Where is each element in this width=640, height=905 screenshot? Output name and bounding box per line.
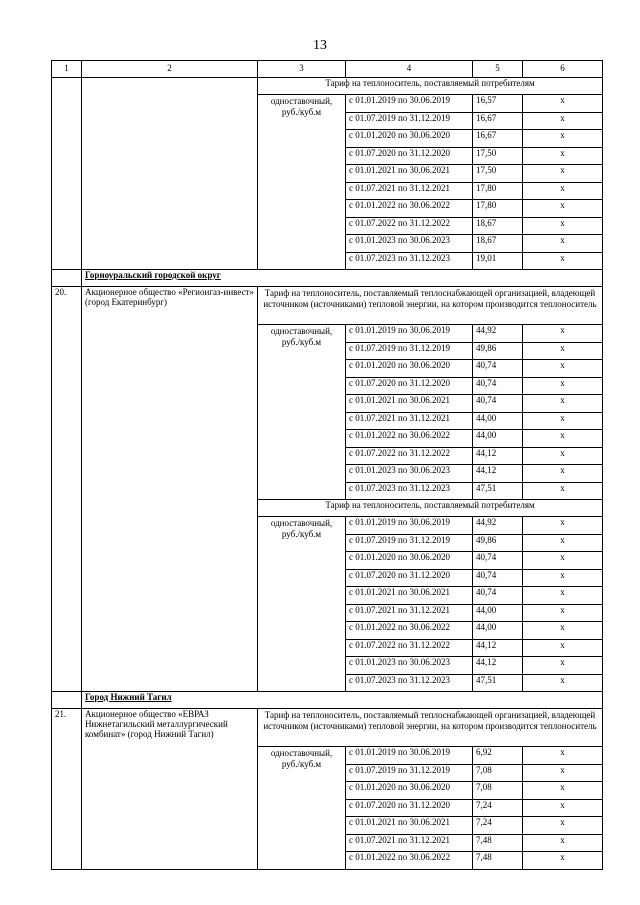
x-cell: x xyxy=(523,747,603,765)
x-cell: x xyxy=(523,395,603,413)
period-cell: с 01.01.2021 по 30.06.2021 xyxy=(346,587,473,605)
x-cell: x xyxy=(523,657,603,675)
value-cell: 40,74 xyxy=(473,552,523,570)
value-cell: 17,80 xyxy=(473,182,523,200)
period-cell: с 01.07.2022 по 31.12.2022 xyxy=(346,639,473,657)
value-cell: 16,67 xyxy=(473,130,523,148)
period-cell: с 01.01.2020 по 30.06.2020 xyxy=(346,360,473,378)
period-cell: с 01.01.2021 по 30.06.2021 xyxy=(346,165,473,183)
tariff-title: Тариф на теплоноситель, поставляемый теплоснабжающей организацией, владеющей источником (источниками) тепловой энергии, на котором производится теплоноситель xyxy=(258,287,603,325)
period-cell: с 01.01.2023 по 30.06.2023 xyxy=(346,657,473,675)
value-cell: 47,51 xyxy=(473,674,523,692)
value-cell: 44,00 xyxy=(473,622,523,640)
value-cell: 7,48 xyxy=(473,834,523,852)
x-cell: x xyxy=(523,782,603,800)
x-cell: x xyxy=(523,604,603,622)
tariff-unit: одноставочный, руб./куб.м xyxy=(258,325,346,500)
value-cell: 44,92 xyxy=(473,325,523,343)
value-cell: 17,80 xyxy=(473,200,523,218)
value-cell: 17,50 xyxy=(473,147,523,165)
period-cell: с 01.01.2019 по 30.06.2019 xyxy=(346,517,473,535)
period-cell: с 01.01.2019 по 30.06.2019 xyxy=(346,747,473,765)
x-cell: x xyxy=(523,95,603,113)
x-cell: x xyxy=(523,834,603,852)
period-cell: с 01.07.2019 по 31.12.2019 xyxy=(346,764,473,782)
period-cell: с 01.07.2023 по 31.12.2023 xyxy=(346,482,473,500)
period-cell: с 01.01.2020 по 30.06.2020 xyxy=(346,130,473,148)
value-cell: 44,12 xyxy=(473,639,523,657)
tariff-header-row xyxy=(52,287,603,325)
x-cell: x xyxy=(523,325,603,343)
x-cell: x xyxy=(523,447,603,465)
x-cell: x xyxy=(523,412,603,430)
municipality-row xyxy=(52,270,603,287)
value-cell: 7,24 xyxy=(473,817,523,835)
value-cell: 44,12 xyxy=(473,657,523,675)
value-cell: 16,57 xyxy=(473,95,523,113)
x-cell: x xyxy=(523,252,603,270)
x-cell: x xyxy=(523,342,603,360)
period-cell: с 01.07.2021 по 31.12.2021 xyxy=(346,604,473,622)
value-cell: 40,74 xyxy=(473,587,523,605)
organization-name xyxy=(82,78,258,270)
period-cell: с 01.01.2022 по 30.06.2022 xyxy=(346,852,473,870)
x-cell: x xyxy=(523,235,603,253)
value-cell: 18,67 xyxy=(473,235,523,253)
tariff-header-row xyxy=(52,78,603,95)
period-cell: с 01.07.2020 по 31.12.2020 xyxy=(346,377,473,395)
tariff-title: Тариф на теплоноситель, поставляемый потребителям xyxy=(258,78,603,95)
x-cell: x xyxy=(523,217,603,235)
column-number: 4 xyxy=(346,61,473,78)
tariff-table xyxy=(51,60,603,870)
empty-cell xyxy=(52,692,82,709)
period-cell: с 01.01.2020 по 30.06.2020 xyxy=(346,782,473,800)
value-cell: 40,74 xyxy=(473,395,523,413)
value-cell: 40,74 xyxy=(473,377,523,395)
value-cell: 17,50 xyxy=(473,165,523,183)
value-cell: 7,08 xyxy=(473,764,523,782)
organization-name: Акционерное общество «ЕВРАЗ Нижнетагильский металлургический комбинат» (город Нижний Тагил) xyxy=(82,709,258,870)
column-number: 1 xyxy=(52,61,82,78)
organization-name: Акционерное общество «Регионгаз-инвест» (город Екатеринбург) xyxy=(82,287,258,692)
value-cell: 44,00 xyxy=(473,430,523,448)
period-cell: с 01.07.2019 по 31.12.2019 xyxy=(346,112,473,130)
x-cell: x xyxy=(523,552,603,570)
x-cell: x xyxy=(523,622,603,640)
entry-number: 21. xyxy=(52,709,82,870)
value-cell: 44,12 xyxy=(473,465,523,483)
x-cell: x xyxy=(523,764,603,782)
period-cell: с 01.01.2021 по 30.06.2021 xyxy=(346,817,473,835)
period-cell: с 01.07.2022 по 31.12.2022 xyxy=(346,447,473,465)
period-cell: с 01.07.2021 по 31.12.2021 xyxy=(346,182,473,200)
x-cell: x xyxy=(523,817,603,835)
value-cell: 49,86 xyxy=(473,342,523,360)
tariff-header-row xyxy=(52,709,603,747)
period-cell: с 01.01.2019 по 30.06.2019 xyxy=(346,325,473,343)
x-cell: x xyxy=(523,852,603,870)
x-cell: x xyxy=(523,674,603,692)
period-cell: с 01.07.2020 по 31.12.2020 xyxy=(346,799,473,817)
period-cell: с 01.07.2021 по 31.12.2021 xyxy=(346,834,473,852)
period-cell: с 01.07.2019 по 31.12.2019 xyxy=(346,342,473,360)
period-cell: с 01.07.2021 по 31.12.2021 xyxy=(346,412,473,430)
period-cell: с 01.01.2021 по 30.06.2021 xyxy=(346,395,473,413)
value-cell: 44,00 xyxy=(473,604,523,622)
municipality-row xyxy=(52,692,603,709)
x-cell: x xyxy=(523,377,603,395)
x-cell: x xyxy=(523,112,603,130)
period-cell: с 01.01.2023 по 30.06.2023 xyxy=(346,465,473,483)
tariff-title: Тариф на теплоноситель, поставляемый теплоснабжающей организацией, владеющей источником (источниками) тепловой энергии, на котором производится теплоноситель xyxy=(258,709,603,747)
x-cell: x xyxy=(523,147,603,165)
value-cell: 40,74 xyxy=(473,569,523,587)
tariff-unit: одноставочный, руб./куб.м xyxy=(258,747,346,870)
value-cell: 7,48 xyxy=(473,852,523,870)
value-cell: 18,67 xyxy=(473,217,523,235)
empty-cell xyxy=(52,270,82,287)
x-cell: x xyxy=(523,465,603,483)
x-cell: x xyxy=(523,639,603,657)
value-cell: 7,24 xyxy=(473,799,523,817)
entry-number xyxy=(52,78,82,270)
period-cell: с 01.07.2020 по 31.12.2020 xyxy=(346,569,473,587)
value-cell: 19,01 xyxy=(473,252,523,270)
x-cell: x xyxy=(523,482,603,500)
period-cell: с 01.01.2023 по 30.06.2023 xyxy=(346,235,473,253)
tariff-unit: одноставочный, руб./куб.м xyxy=(258,95,346,270)
period-cell: с 01.01.2020 по 30.06.2020 xyxy=(346,552,473,570)
x-cell: x xyxy=(523,799,603,817)
x-cell: x xyxy=(523,587,603,605)
page-number: 13 xyxy=(313,38,327,53)
x-cell: x xyxy=(523,165,603,183)
period-cell: с 01.07.2023 по 31.12.2023 xyxy=(346,674,473,692)
value-cell: 44,92 xyxy=(473,517,523,535)
period-cell: с 01.07.2020 по 31.12.2020 xyxy=(346,147,473,165)
value-cell: 47,51 xyxy=(473,482,523,500)
value-cell: 44,12 xyxy=(473,447,523,465)
x-cell: x xyxy=(523,430,603,448)
period-cell: с 01.07.2019 по 31.12.2019 xyxy=(346,534,473,552)
x-cell: x xyxy=(523,130,603,148)
x-cell: x xyxy=(523,569,603,587)
municipality-title: Город Нижний Тагил xyxy=(82,692,603,709)
tariff-unit: одноставочный, руб./куб.м xyxy=(258,517,346,692)
value-cell: 7,08 xyxy=(473,782,523,800)
value-cell: 40,74 xyxy=(473,360,523,378)
value-cell: 44,00 xyxy=(473,412,523,430)
period-cell: с 01.01.2022 по 30.06.2022 xyxy=(346,622,473,640)
period-cell: с 01.07.2023 по 31.12.2023 xyxy=(346,252,473,270)
period-cell: с 01.01.2019 по 30.06.2019 xyxy=(346,95,473,113)
column-number: 2 xyxy=(82,61,258,78)
value-cell: 16,67 xyxy=(473,112,523,130)
x-cell: x xyxy=(523,360,603,378)
entry-number: 20. xyxy=(52,287,82,692)
column-number: 5 xyxy=(473,61,523,78)
column-number: 6 xyxy=(523,61,603,78)
value-cell: 6,92 xyxy=(473,747,523,765)
column-number-row xyxy=(52,61,603,78)
period-cell: с 01.07.2022 по 31.12.2022 xyxy=(346,217,473,235)
x-cell: x xyxy=(523,517,603,535)
value-cell: 49,86 xyxy=(473,534,523,552)
column-number: 3 xyxy=(258,61,346,78)
municipality-title: Горноуральский городской округ xyxy=(82,270,603,287)
period-cell: с 01.01.2022 по 30.06.2022 xyxy=(346,430,473,448)
x-cell: x xyxy=(523,182,603,200)
x-cell: x xyxy=(523,534,603,552)
period-cell: с 01.01.2022 по 30.06.2022 xyxy=(346,200,473,218)
tariff-title: Тариф на теплоноситель, поставляемый потребителям xyxy=(258,500,603,517)
x-cell: x xyxy=(523,200,603,218)
